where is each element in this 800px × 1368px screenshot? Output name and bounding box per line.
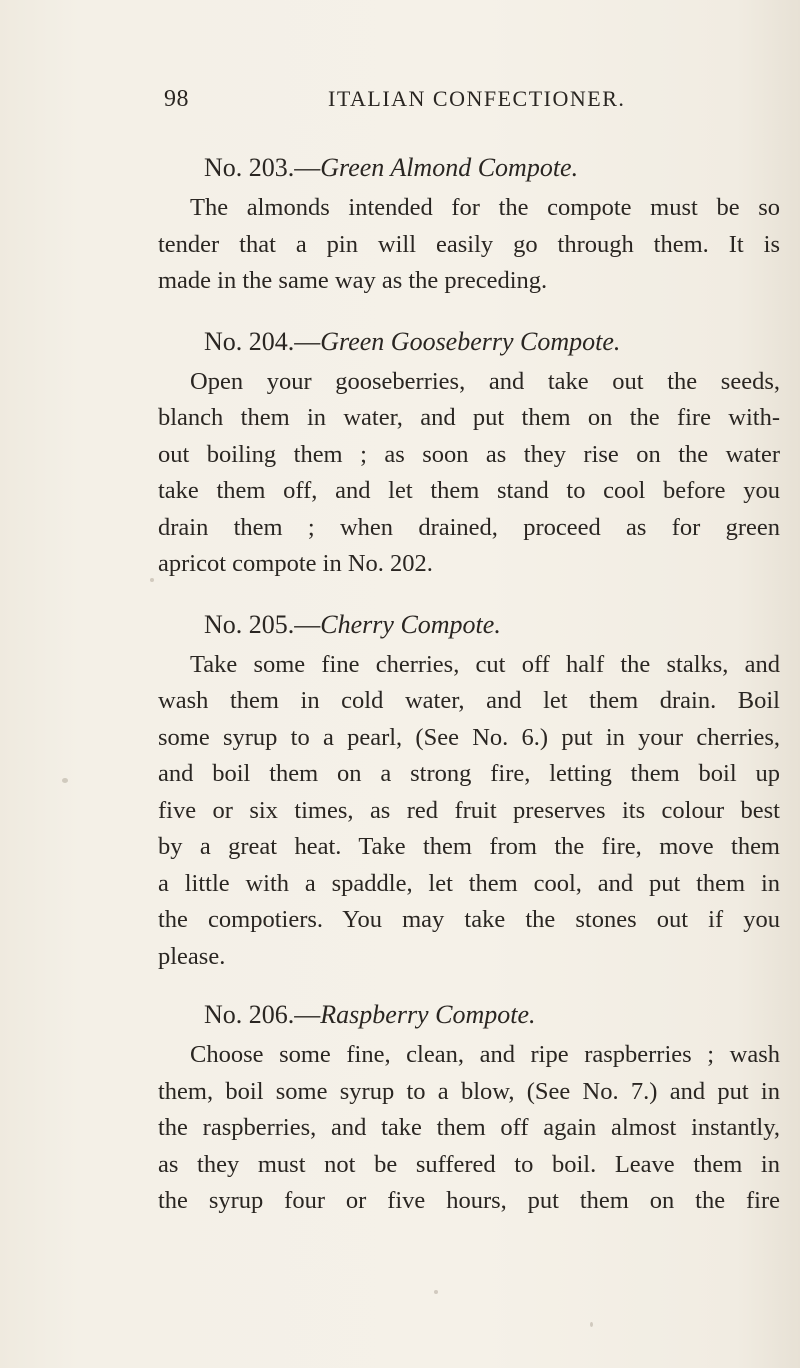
text-line: the compotiers. You may take the stones out if you — [158, 906, 780, 933]
paper-speck — [434, 1290, 438, 1294]
recipe-205 — [158, 605, 780, 976]
text-line: a little with a spaddle, let them cool, and put them in — [158, 869, 780, 897]
text-line: apricot compote in No. 202. — [158, 550, 433, 577]
text-line: five or six times, as red fruit preserves its colour best — [158, 796, 780, 824]
recipe-heading — [158, 322, 780, 362]
text-line: out boiling them ; as soon as they rise on the water — [158, 440, 780, 468]
recipe-204 — [158, 322, 780, 583]
heading-dash: — — [294, 609, 321, 639]
recipe-number: No. 203. — [204, 153, 295, 182]
text-line: as they must not be suffered to boil. Leave them in — [158, 1150, 780, 1178]
text-line: them, boil some syrup to a blow, (See No. 7.) and put in — [158, 1077, 780, 1105]
page-number: 98 — [164, 86, 189, 112]
recipe-title: Cherry Compote. — [320, 609, 501, 639]
text-line: Open your gooseberries, and take out the seeds, — [190, 367, 780, 395]
text-line: wash them in cold water, and let them drain. Boil — [158, 687, 780, 714]
text-line: and boil them on a strong fire, letting them boil up — [158, 760, 780, 787]
recipe-body — [158, 190, 780, 300]
heading-dash: — — [294, 153, 321, 182]
recipe-203 — [158, 148, 780, 300]
text-line: tender that a pin will easily go through them. It is — [158, 230, 780, 258]
text-line: blanch them in water, and put them on the fire with- — [158, 404, 780, 431]
recipe-number: No. 206. — [204, 1000, 295, 1029]
text-line: take them off, and let them stand to cool before you — [158, 477, 780, 504]
page-content — [158, 148, 780, 1220]
recipe-title: Green Gooseberry Compote. — [320, 326, 621, 356]
recipe-number: No. 204. — [204, 326, 295, 356]
text-line: drain them ; when drained, proceed as for green — [158, 513, 780, 541]
text-line: the raspberries, and take them off again almost instantly, — [158, 1114, 780, 1141]
recipe-body — [158, 647, 780, 976]
recipe-body — [158, 1037, 780, 1220]
paper-speck — [150, 578, 154, 582]
text-line: please. — [158, 942, 226, 970]
text-line: made in the same way as the preceding. — [158, 267, 548, 294]
heading-dash: — — [294, 1000, 321, 1029]
running-head: ITALIAN CONFECTIONER. — [328, 86, 626, 111]
text-line: The almonds intended for the compote must be so — [190, 194, 780, 221]
text-line: by a great heat. Take them from the fire, move them — [158, 833, 780, 860]
recipe-number: No. 205. — [204, 609, 295, 639]
heading-dash: — — [294, 326, 321, 356]
recipe-body — [158, 364, 780, 583]
text-line: Choose some fine, clean, and ripe raspberries ; wash — [190, 1041, 780, 1068]
recipe-heading — [158, 148, 780, 188]
recipe-title: Raspberry Compote. — [320, 1000, 536, 1029]
text-line: the syrup four or five hours, put them on the fire — [158, 1187, 780, 1214]
paper-speck — [62, 778, 68, 783]
recipe-heading — [158, 995, 780, 1035]
recipe-206 — [158, 995, 780, 1220]
page-header — [164, 86, 684, 126]
text-line: some syrup to a pearl, (See No. 6.) put in your cherries, — [158, 723, 780, 751]
text-line: Take some fine cherries, cut off half the stalks, and — [190, 650, 780, 678]
paper-speck — [590, 1322, 593, 1327]
recipe-heading — [158, 605, 780, 645]
recipe-title: Green Almond Compote. — [320, 153, 579, 182]
